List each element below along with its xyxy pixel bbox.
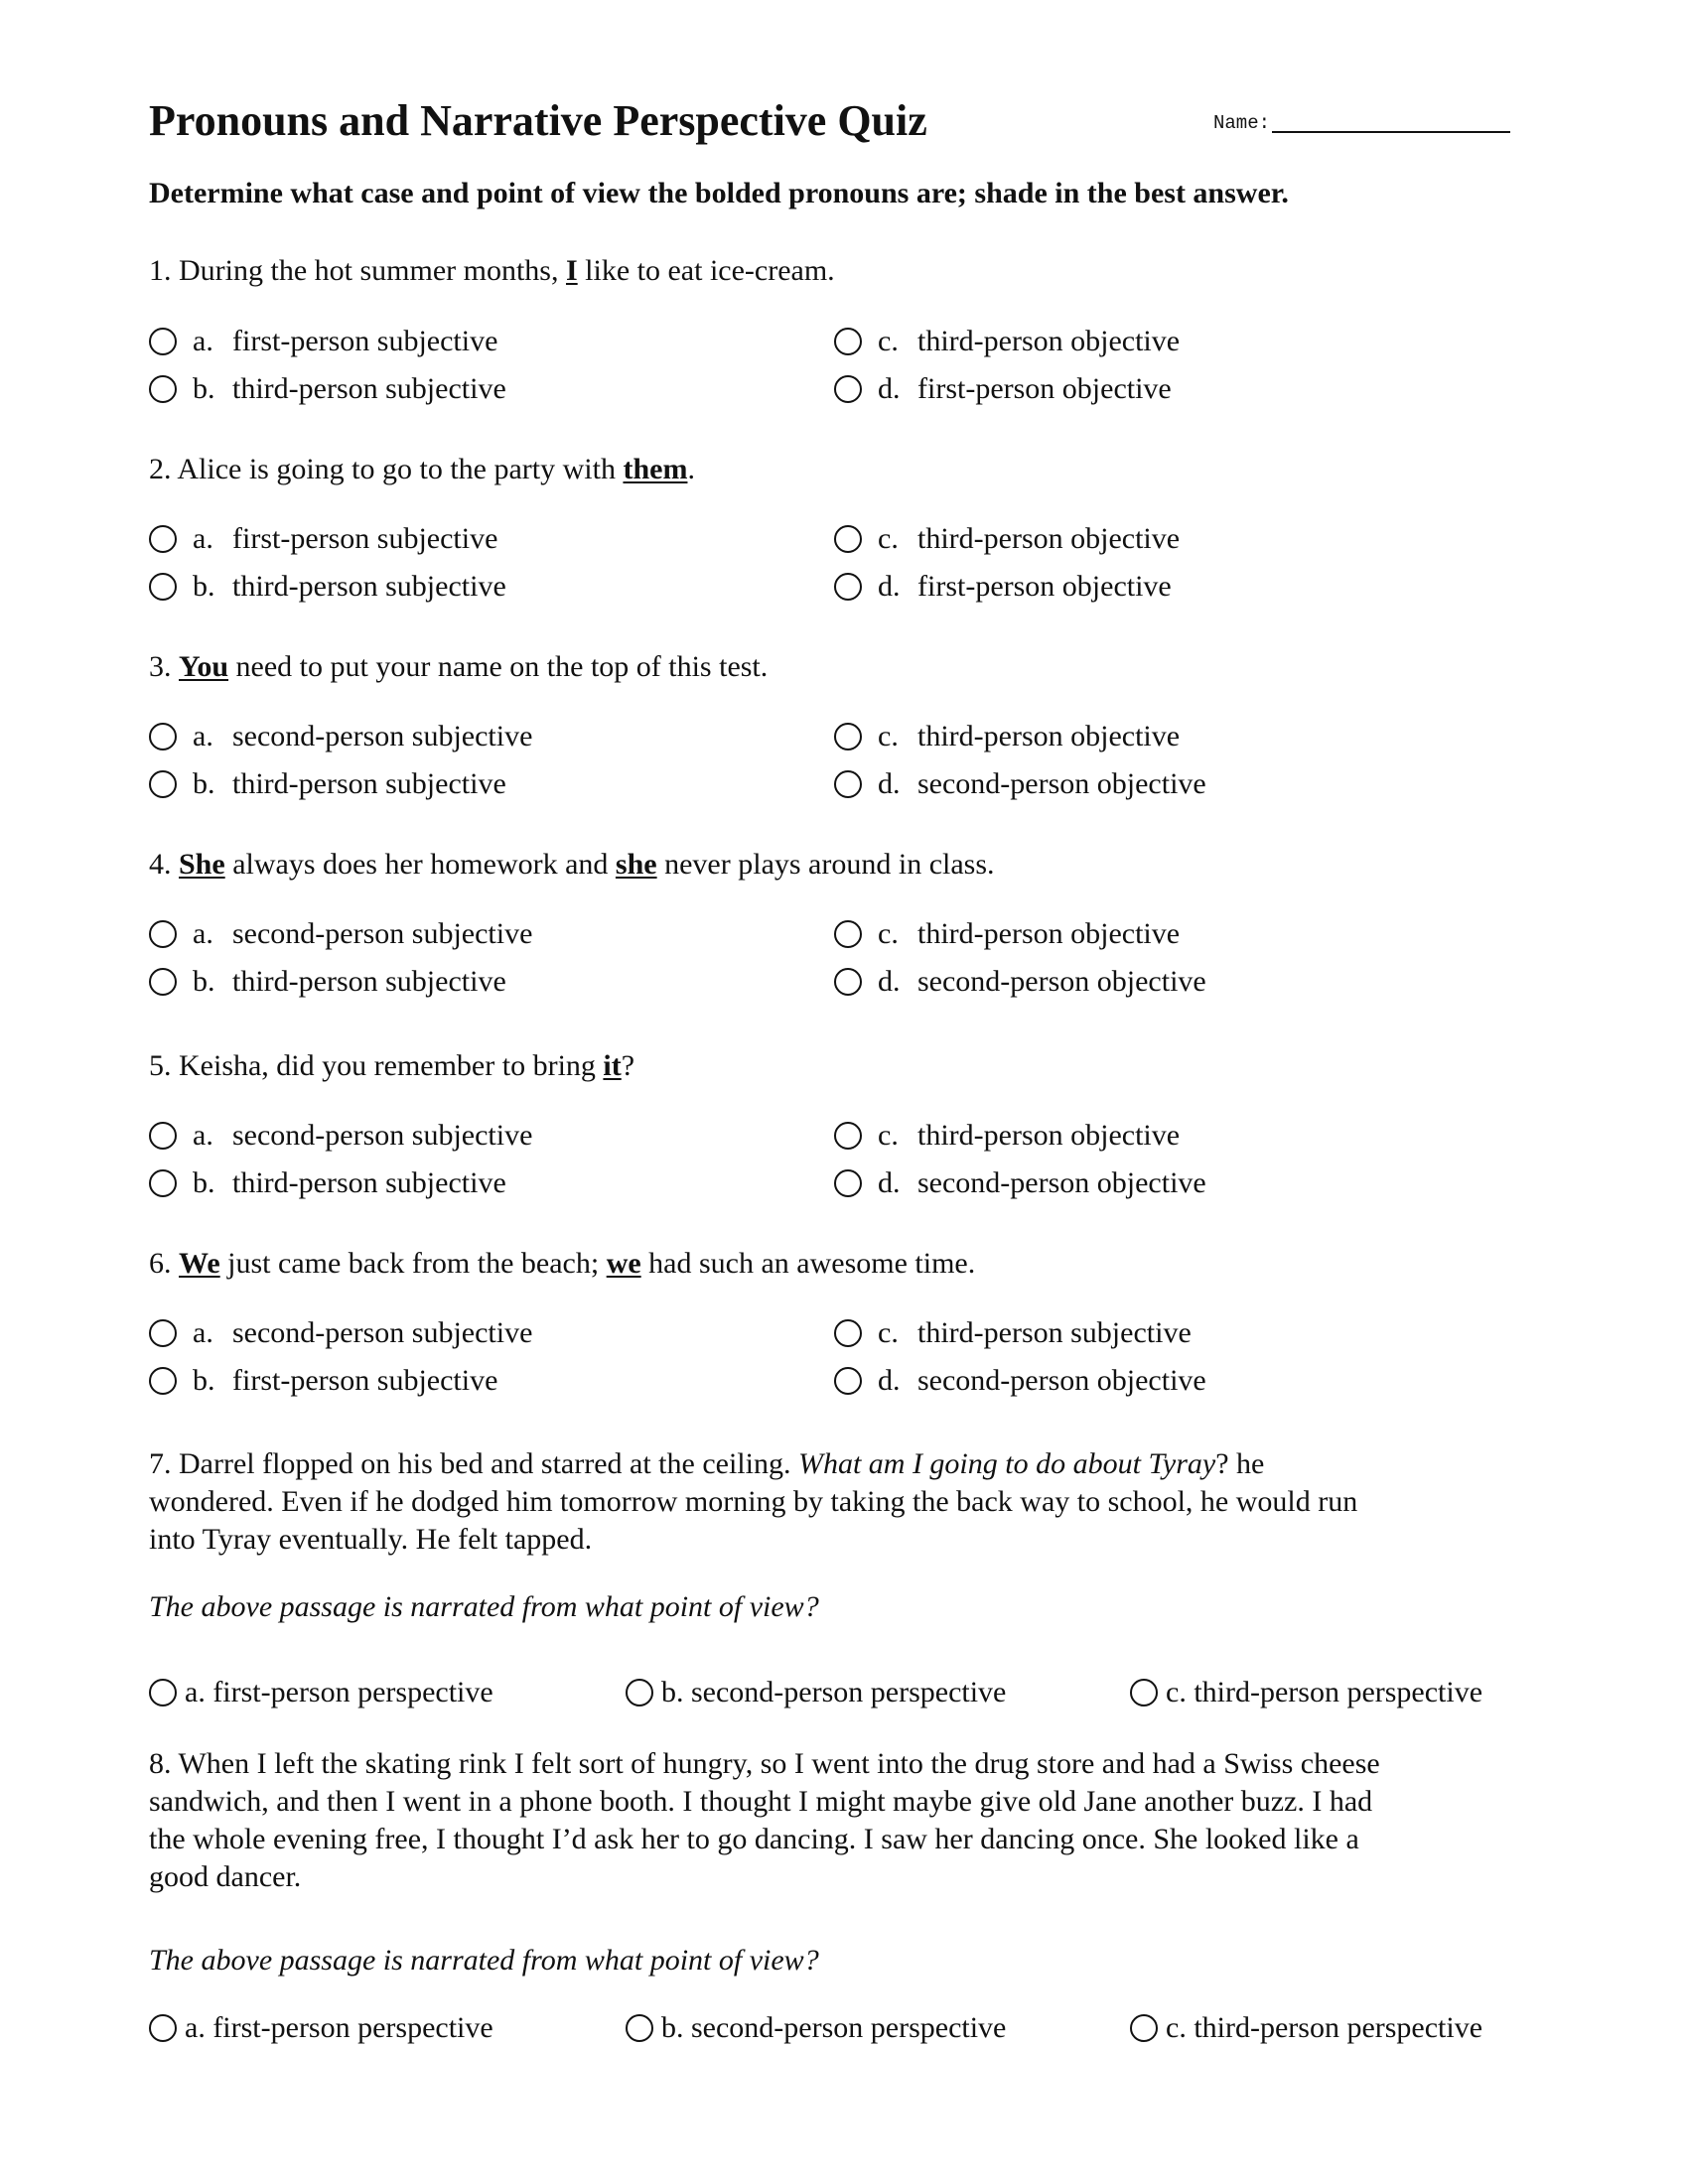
option-label: second-person subjective — [232, 720, 533, 752]
question-stem — [149, 850, 995, 880]
answer-bubble-icon[interactable] — [149, 723, 177, 751]
answer-option[interactable] — [1130, 1678, 1482, 1707]
answer-bubble-icon[interactable] — [149, 1679, 177, 1706]
answer-option[interactable] — [149, 967, 506, 997]
option-letter: b. — [193, 372, 215, 405]
question-stem — [149, 256, 835, 286]
option-label: second-person objective — [917, 1166, 1206, 1199]
option-letter: d. — [878, 965, 901, 998]
answer-bubble-icon[interactable] — [834, 968, 862, 996]
option-letter: b. — [193, 965, 215, 998]
answer-option[interactable] — [149, 722, 532, 751]
option-label: third-person subjective — [232, 965, 506, 998]
passage-line — [149, 1483, 1539, 1521]
answer-option[interactable] — [834, 1168, 1206, 1198]
answer-bubble-icon[interactable] — [834, 1169, 862, 1197]
option-label: a. first-person perspective — [185, 2011, 493, 2044]
bolded-pronoun: them — [623, 453, 688, 485]
page-title: Pronouns and Narrative Perspective Quiz — [149, 96, 927, 145]
answer-bubble-icon[interactable] — [149, 573, 177, 601]
stem-text: Keisha, did you remember to bring — [179, 1049, 604, 1082]
bolded-pronoun: You — [179, 650, 229, 683]
instructions: Determine what case and point of view the bolded pronouns are; shade in the best answer. — [149, 177, 1289, 209]
passage-line — [149, 1445, 1539, 1483]
passage-question-prompt: The above passage is narrated from what point of view? — [149, 1944, 819, 1977]
option-letter: a. — [193, 522, 213, 555]
bolded-pronoun: I — [565, 254, 578, 287]
answer-option[interactable] — [149, 374, 506, 404]
answer-bubble-icon[interactable] — [149, 1319, 177, 1347]
option-label: second-person objective — [917, 767, 1206, 800]
answer-bubble-icon[interactable] — [149, 1169, 177, 1197]
answer-option[interactable] — [834, 327, 1180, 356]
option-letter: c. — [878, 522, 899, 555]
answer-bubble-icon[interactable] — [626, 2014, 653, 2042]
question-number: 3. — [149, 650, 172, 683]
option-letter: d. — [878, 372, 901, 405]
option-letter: c. — [878, 1316, 899, 1349]
option-label: first-person objective — [917, 570, 1172, 603]
answer-option[interactable] — [149, 1318, 532, 1348]
option-letter: b. — [193, 1166, 215, 1199]
option-label: first-person subjective — [232, 1364, 498, 1397]
reading-passage — [149, 1745, 1539, 1896]
answer-option[interactable] — [149, 1168, 506, 1198]
answer-option[interactable] — [149, 572, 506, 602]
answer-option[interactable] — [834, 722, 1180, 751]
answer-bubble-icon[interactable] — [834, 723, 862, 751]
answer-bubble-icon[interactable] — [626, 1679, 653, 1706]
name-label: Name: — [1213, 112, 1271, 134]
answer-option[interactable] — [149, 769, 506, 799]
answer-bubble-icon[interactable] — [834, 1122, 862, 1150]
passage-text: 7. Darrel flopped on his bed and starred at the ceiling. — [149, 1447, 798, 1480]
question-stem — [149, 455, 695, 484]
option-label: third-person subjective — [917, 1316, 1192, 1349]
answer-bubble-icon[interactable] — [149, 525, 177, 553]
option-letter: c. — [878, 917, 899, 950]
passage-line — [149, 1521, 1539, 1559]
answer-bubble-icon[interactable] — [834, 920, 862, 948]
option-letter: b. — [193, 570, 215, 603]
option-letter: c. — [878, 325, 899, 357]
option-label: first-person objective — [917, 372, 1172, 405]
option-letter: d. — [878, 1166, 901, 1199]
question-stem — [149, 1249, 975, 1279]
passage-line — [149, 1783, 1539, 1821]
option-label: third-person objective — [917, 522, 1181, 555]
question-stem — [149, 652, 768, 682]
answer-bubble-icon[interactable] — [149, 2014, 177, 2042]
option-letter: d. — [878, 767, 901, 800]
answer-option[interactable] — [626, 2013, 1006, 2043]
option-letter: b. — [193, 767, 215, 800]
option-label: third-person subjective — [232, 1166, 506, 1199]
answer-bubble-icon[interactable] — [1130, 2014, 1158, 2042]
option-label: third-person objective — [917, 720, 1181, 752]
bolded-pronoun: it — [603, 1049, 622, 1082]
answer-bubble-icon[interactable] — [149, 1367, 177, 1395]
option-letter: a. — [193, 325, 213, 357]
option-label: c. third-person perspective — [1166, 1676, 1483, 1708]
answer-option[interactable] — [834, 374, 1172, 404]
answer-bubble-icon[interactable] — [834, 525, 862, 553]
stem-text: always does her homework and — [224, 848, 616, 881]
option-label: second-person subjective — [232, 917, 533, 950]
answer-option[interactable] — [834, 524, 1180, 554]
option-letter: d. — [878, 1364, 901, 1397]
stem-text: had such an awesome time. — [640, 1247, 976, 1280]
answer-bubble-icon[interactable] — [149, 920, 177, 948]
option-letter: a. — [193, 1316, 213, 1349]
answer-bubble-icon[interactable] — [149, 375, 177, 403]
option-label: third-person subjective — [232, 570, 506, 603]
option-letter: c. — [878, 1119, 899, 1152]
answer-option[interactable] — [834, 769, 1206, 799]
answer-option[interactable] — [1130, 2013, 1482, 2043]
answer-bubble-icon[interactable] — [834, 375, 862, 403]
answer-option[interactable] — [834, 1366, 1206, 1396]
passage-text: into Tyray eventually. He felt tapped. — [149, 1523, 593, 1556]
option-label: first-person subjective — [232, 325, 498, 357]
bolded-pronoun: we — [606, 1247, 641, 1280]
question-number: 4. — [149, 848, 172, 881]
option-letter: b. — [193, 1364, 215, 1397]
answer-bubble-icon[interactable] — [149, 1122, 177, 1150]
option-label: a. first-person perspective — [185, 1676, 493, 1708]
option-label: third-person objective — [917, 917, 1181, 950]
name-field — [1213, 111, 1510, 133]
answer-option[interactable] — [834, 967, 1206, 997]
option-label: b. second-person perspective — [661, 1676, 1007, 1708]
answer-bubble-icon[interactable] — [149, 770, 177, 798]
reading-passage — [149, 1445, 1539, 1559]
name-blank-line[interactable] — [1272, 111, 1510, 133]
option-label: second-person objective — [917, 1364, 1206, 1397]
option-letter: a. — [193, 1119, 213, 1152]
bolded-pronoun: We — [179, 1247, 220, 1280]
stem-text: need to put your name on the top of this test. — [228, 650, 769, 683]
stem-text: never plays around in class. — [656, 848, 995, 881]
answer-option[interactable] — [834, 1121, 1180, 1151]
stem-text: During the hot summer months, — [179, 254, 566, 287]
option-label: third-person subjective — [232, 767, 506, 800]
option-letter: a. — [193, 720, 213, 752]
option-label: second-person objective — [917, 965, 1206, 998]
answer-option[interactable] — [149, 327, 497, 356]
answer-option[interactable] — [149, 919, 532, 949]
passage-text: good dancer. — [149, 1860, 302, 1893]
question-number: 2. — [149, 453, 172, 485]
answer-bubble-icon[interactable] — [834, 770, 862, 798]
passage-line — [149, 1821, 1539, 1858]
option-label: third-person objective — [917, 325, 1181, 357]
stem-text: Alice is going to go to the party with — [177, 453, 624, 485]
option-label: third-person subjective — [232, 372, 506, 405]
option-label: first-person subjective — [232, 522, 498, 555]
answer-bubble-icon[interactable] — [1130, 1679, 1158, 1706]
question-number: 6. — [149, 1247, 172, 1280]
passage-text: the whole evening free, I thought I’d ask her to go dancing. I saw her dancing once. She looked like a — [149, 1823, 1359, 1855]
passage-italic-text: What am I going to do about Tyray — [797, 1447, 1216, 1480]
bolded-pronoun: she — [615, 848, 657, 881]
passage-question-prompt: The above passage is narrated from what point of view? — [149, 1590, 819, 1623]
answer-option[interactable] — [149, 1678, 493, 1707]
option-label: b. second-person perspective — [661, 2011, 1007, 2044]
answer-option[interactable] — [149, 524, 497, 554]
stem-text: just came back from the beach; — [219, 1247, 607, 1280]
bolded-pronoun: She — [179, 848, 225, 881]
question-number: 1. — [149, 254, 172, 287]
passage-text: wondered. Even if he dodged him tomorrow morning by taking the back way to school, he would run — [149, 1485, 1358, 1518]
answer-bubble-icon[interactable] — [149, 328, 177, 355]
passage-line — [149, 1858, 1539, 1896]
answer-option[interactable] — [834, 1318, 1192, 1348]
answer-bubble-icon[interactable] — [149, 968, 177, 996]
option-letter: a. — [193, 917, 213, 950]
option-letter: c. — [878, 720, 899, 752]
passage-text: ? he — [1215, 1447, 1265, 1480]
option-label: third-person objective — [917, 1119, 1181, 1152]
answer-option[interactable] — [149, 2013, 493, 2043]
passage-text: 8. When I left the skating rink I felt sort of hungry, so I went into the drug store and had a Swiss cheese — [149, 1747, 1380, 1780]
option-label: second-person subjective — [232, 1316, 533, 1349]
answer-option[interactable] — [626, 1678, 1006, 1707]
option-letter: d. — [878, 570, 901, 603]
question-number: 5. — [149, 1049, 172, 1082]
answer-option[interactable] — [834, 572, 1172, 602]
answer-bubble-icon[interactable] — [834, 1367, 862, 1395]
answer-bubble-icon[interactable] — [834, 1319, 862, 1347]
stem-text: like to eat ice-cream. — [577, 254, 835, 287]
answer-option[interactable] — [149, 1366, 497, 1396]
question-stem — [149, 1051, 634, 1081]
answer-option[interactable] — [834, 919, 1180, 949]
passage-text: sandwich, and then I went in a phone booth. I thought I might maybe give old Jane another buzz. I had — [149, 1785, 1373, 1818]
option-label: second-person subjective — [232, 1119, 533, 1152]
answer-bubble-icon[interactable] — [834, 573, 862, 601]
passage-line — [149, 1745, 1539, 1783]
stem-text: ? — [621, 1049, 635, 1082]
answer-option[interactable] — [149, 1121, 532, 1151]
option-label: c. third-person perspective — [1166, 2011, 1483, 2044]
answer-bubble-icon[interactable] — [834, 328, 862, 355]
stem-text: . — [687, 453, 695, 485]
